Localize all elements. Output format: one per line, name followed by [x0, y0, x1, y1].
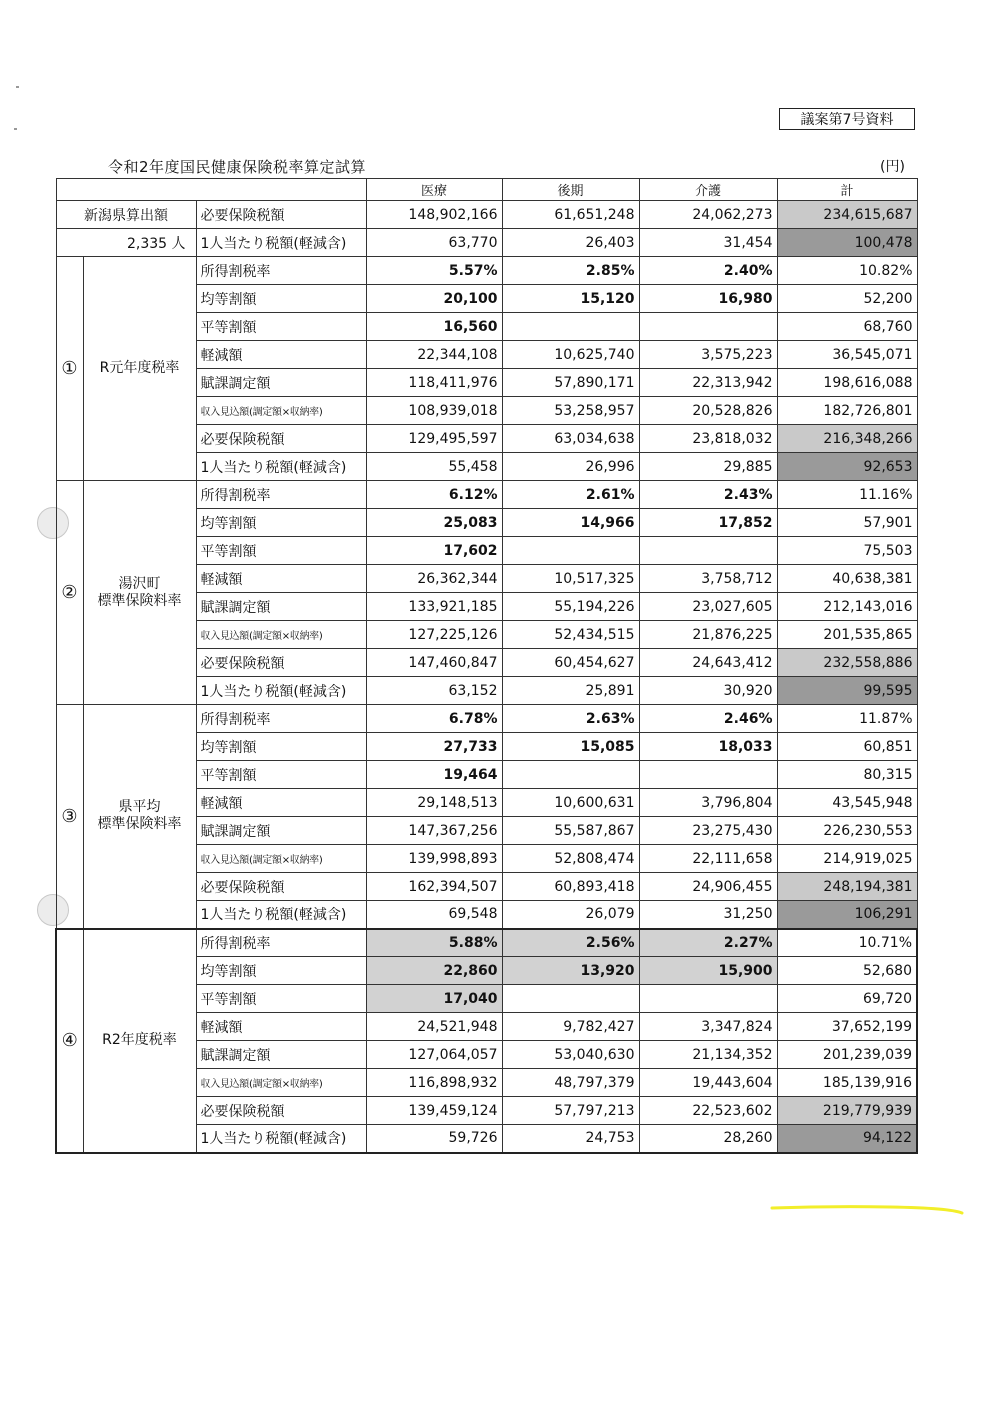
- total-cell: 10.71%: [777, 929, 917, 957]
- total-cell: 219,779,939: [777, 1097, 917, 1125]
- row-item-label: 1人当たり税額(軽減含): [196, 453, 366, 481]
- section-number: ③: [56, 705, 83, 929]
- total-cell: 92,653: [777, 453, 917, 481]
- row-item-label: 収入見込額(調定額×収納率): [196, 621, 366, 649]
- document-stamp: 議案第7号資料: [779, 108, 915, 130]
- value-cell: 63,034,638: [502, 425, 639, 453]
- value-cell: 129,495,597: [366, 425, 502, 453]
- prefecture-row-required: [56, 201, 917, 229]
- value-cell: 19,443,604: [639, 1069, 777, 1097]
- total-cell: 198,616,088: [777, 369, 917, 397]
- value-cell: [639, 985, 777, 1013]
- unit-label: (円): [880, 159, 905, 175]
- section-number: ④: [56, 929, 83, 1153]
- value-cell: 24,521,948: [366, 1013, 502, 1041]
- column-header-total: 計: [777, 179, 917, 201]
- value-cell: 16,560: [366, 313, 502, 341]
- value-cell: [639, 537, 777, 565]
- row-item-label: 1人当たり税額(軽減含): [196, 901, 366, 929]
- value-cell: [502, 313, 639, 341]
- total-cell: 201,239,039: [777, 1041, 917, 1069]
- row-item-label: 所得割税率: [196, 929, 366, 957]
- value-cell: 22,111,658: [639, 845, 777, 873]
- value-cell: 63,770: [366, 229, 502, 257]
- value-cell: 15,085: [502, 733, 639, 761]
- row-item-label: 1人当たり税額(軽減含): [196, 677, 366, 705]
- value-cell: 25,891: [502, 677, 639, 705]
- header-blank: [56, 179, 366, 201]
- value-cell: 23,818,032: [639, 425, 777, 453]
- total-cell: 40,638,381: [777, 565, 917, 593]
- value-cell: 9,782,427: [502, 1013, 639, 1041]
- value-cell: 26,996: [502, 453, 639, 481]
- value-cell: 6.78%: [366, 705, 502, 733]
- value-cell: 5.57%: [366, 257, 502, 285]
- value-cell: 133,921,185: [366, 593, 502, 621]
- value-cell: 139,998,893: [366, 845, 502, 873]
- section-number: ②: [56, 481, 83, 705]
- total-cell: 216,348,266: [777, 425, 917, 453]
- total-cell: 37,652,199: [777, 1013, 917, 1041]
- value-cell: 3,347,824: [639, 1013, 777, 1041]
- value-cell: 22,313,942: [639, 369, 777, 397]
- header-row: [56, 179, 917, 201]
- value-cell: [502, 761, 639, 789]
- row-item-label: 均等割額: [196, 285, 366, 313]
- row-item-label: 必要保険税額: [196, 873, 366, 901]
- value-cell: 2.46%: [639, 705, 777, 733]
- value-cell: 29,148,513: [366, 789, 502, 817]
- value-cell: 22,344,108: [366, 341, 502, 369]
- total-cell: 11.87%: [777, 705, 917, 733]
- total-cell: 248,194,381: [777, 873, 917, 901]
- value-cell: [639, 761, 777, 789]
- total-cell: 80,315: [777, 761, 917, 789]
- column-header-iryo: 医療: [366, 179, 502, 201]
- section-label-line: 湯沢町: [118, 575, 161, 592]
- total-cell: 234,615,687: [777, 201, 917, 229]
- yellow-highlighter-mark: [770, 1202, 965, 1216]
- section-label-line: 標準保険料率: [97, 592, 182, 609]
- value-cell: 20,528,826: [639, 397, 777, 425]
- value-cell: 147,367,256: [366, 817, 502, 845]
- row-item-label: 賦課調定額: [196, 369, 366, 397]
- value-cell: 148,902,166: [366, 201, 502, 229]
- total-cell: 182,726,801: [777, 397, 917, 425]
- section-3-row-income-rate: [56, 705, 917, 733]
- value-cell: [502, 985, 639, 1013]
- total-cell: 60,851: [777, 733, 917, 761]
- total-cell: 212,143,016: [777, 593, 917, 621]
- value-cell: 16,980: [639, 285, 777, 313]
- tax-rate-table: [55, 178, 918, 1154]
- value-cell: 31,454: [639, 229, 777, 257]
- row-item-label: 平等割額: [196, 537, 366, 565]
- value-cell: 10,600,631: [502, 789, 639, 817]
- total-cell: 43,545,948: [777, 789, 917, 817]
- total-cell: 11.16%: [777, 481, 917, 509]
- value-cell: 60,454,627: [502, 649, 639, 677]
- value-cell: 30,920: [639, 677, 777, 705]
- value-cell: 55,587,867: [502, 817, 639, 845]
- value-cell: [502, 537, 639, 565]
- value-cell: 24,906,455: [639, 873, 777, 901]
- row-item-label: 所得割税率: [196, 481, 366, 509]
- row-item-label: 均等割額: [196, 957, 366, 985]
- value-cell: 48,797,379: [502, 1069, 639, 1097]
- total-cell: 36,545,071: [777, 341, 917, 369]
- value-cell: 60,893,418: [502, 873, 639, 901]
- value-cell: 17,852: [639, 509, 777, 537]
- value-cell: 116,898,932: [366, 1069, 502, 1097]
- row-item-label: 必要保険税額: [196, 201, 366, 229]
- total-cell: 185,139,916: [777, 1069, 917, 1097]
- value-cell: 118,411,976: [366, 369, 502, 397]
- value-cell: 53,040,630: [502, 1041, 639, 1069]
- section-label: [83, 257, 196, 481]
- value-cell: 24,062,273: [639, 201, 777, 229]
- value-cell: 27,733: [366, 733, 502, 761]
- value-cell: 2.43%: [639, 481, 777, 509]
- row-item-label: 収入見込額(調定額×収納率): [196, 845, 366, 873]
- row-item-label: 均等割額: [196, 733, 366, 761]
- value-cell: 147,460,847: [366, 649, 502, 677]
- value-cell: 5.88%: [366, 929, 502, 957]
- section-4-row-income-rate: [56, 929, 917, 957]
- prefecture-label: 新潟県算出額: [56, 201, 196, 229]
- value-cell: 6.12%: [366, 481, 502, 509]
- value-cell: 3,796,804: [639, 789, 777, 817]
- row-item-label: 平等割額: [196, 985, 366, 1013]
- row-item-label: 賦課調定額: [196, 817, 366, 845]
- total-cell: 75,503: [777, 537, 917, 565]
- value-cell: 2.85%: [502, 257, 639, 285]
- value-cell: 31,250: [639, 901, 777, 929]
- value-cell: 22,523,602: [639, 1097, 777, 1125]
- section-label-line: R元年度税率: [99, 360, 180, 376]
- value-cell: 26,403: [502, 229, 639, 257]
- total-cell: 214,919,025: [777, 845, 917, 873]
- value-cell: 15,900: [639, 957, 777, 985]
- row-item-label: 軽減額: [196, 1013, 366, 1041]
- value-cell: 14,966: [502, 509, 639, 537]
- value-cell: 24,753: [502, 1125, 639, 1153]
- value-cell: 29,885: [639, 453, 777, 481]
- value-cell: 53,258,957: [502, 397, 639, 425]
- row-item-label: 軽減額: [196, 565, 366, 593]
- value-cell: 127,064,057: [366, 1041, 502, 1069]
- column-header-kouki: 後期: [502, 179, 639, 201]
- total-cell: 10.82%: [777, 257, 917, 285]
- total-cell: 226,230,553: [777, 817, 917, 845]
- section-label-line: 県平均: [118, 799, 161, 816]
- row-item-label: 必要保険税額: [196, 425, 366, 453]
- value-cell: 127,225,126: [366, 621, 502, 649]
- value-cell: 17,602: [366, 537, 502, 565]
- value-cell: 55,194,226: [502, 593, 639, 621]
- column-header-kaigo: 介護: [639, 179, 777, 201]
- total-cell: 57,901: [777, 509, 917, 537]
- value-cell: 26,079: [502, 901, 639, 929]
- value-cell: 19,464: [366, 761, 502, 789]
- value-cell: 3,758,712: [639, 565, 777, 593]
- section-2-row-income-rate: [56, 481, 917, 509]
- value-cell: 28,260: [639, 1125, 777, 1153]
- total-cell: 68,760: [777, 313, 917, 341]
- row-item-label: 軽減額: [196, 789, 366, 817]
- total-cell: 52,680: [777, 957, 917, 985]
- row-item-label: 平等割額: [196, 761, 366, 789]
- row-item-label: 必要保険税額: [196, 649, 366, 677]
- row-item-label: 平等割額: [196, 313, 366, 341]
- total-cell: 99,595: [777, 677, 917, 705]
- value-cell: 162,394,507: [366, 873, 502, 901]
- total-cell: 52,200: [777, 285, 917, 313]
- value-cell: 69,548: [366, 901, 502, 929]
- section-label-line: 標準保険料率: [97, 816, 182, 833]
- value-cell: 61,651,248: [502, 201, 639, 229]
- value-cell: 52,808,474: [502, 845, 639, 873]
- prefecture-row-per-person: [56, 229, 917, 257]
- section-number: ①: [56, 257, 83, 481]
- value-cell: 23,275,430: [639, 817, 777, 845]
- section-label: [83, 929, 196, 1153]
- row-item-label: 収入見込額(調定額×収納率): [196, 397, 366, 425]
- value-cell: 57,890,171: [502, 369, 639, 397]
- value-cell: 2.27%: [639, 929, 777, 957]
- value-cell: 21,876,225: [639, 621, 777, 649]
- value-cell: 23,027,605: [639, 593, 777, 621]
- value-cell: 13,920: [502, 957, 639, 985]
- row-item-label: 賦課調定額: [196, 593, 366, 621]
- value-cell: 108,939,018: [366, 397, 502, 425]
- section-label-line: R2年度税率: [102, 1032, 177, 1048]
- value-cell: 3,575,223: [639, 341, 777, 369]
- value-cell: 26,362,344: [366, 565, 502, 593]
- value-cell: 2.56%: [502, 929, 639, 957]
- scan-speck: [14, 128, 17, 130]
- prefecture-people: 2,335 人: [56, 229, 196, 257]
- row-item-label: 1人当たり税額(軽減含): [196, 229, 366, 257]
- value-cell: 24,643,412: [639, 649, 777, 677]
- total-cell: 201,535,865: [777, 621, 917, 649]
- value-cell: 10,625,740: [502, 341, 639, 369]
- value-cell: 25,083: [366, 509, 502, 537]
- value-cell: 22,860: [366, 957, 502, 985]
- total-cell: 69,720: [777, 985, 917, 1013]
- value-cell: [639, 313, 777, 341]
- value-cell: 2.40%: [639, 257, 777, 285]
- value-cell: 15,120: [502, 285, 639, 313]
- row-item-label: 軽減額: [196, 341, 366, 369]
- value-cell: 21,134,352: [639, 1041, 777, 1069]
- row-item-label: 1人当たり税額(軽減含): [196, 1125, 366, 1153]
- value-cell: 18,033: [639, 733, 777, 761]
- total-cell: 106,291: [777, 901, 917, 929]
- scan-speck: [16, 86, 19, 88]
- total-cell: 94,122: [777, 1125, 917, 1153]
- value-cell: 55,458: [366, 453, 502, 481]
- row-item-label: 均等割額: [196, 509, 366, 537]
- row-item-label: 所得割税率: [196, 705, 366, 733]
- row-item-label: 所得割税率: [196, 257, 366, 285]
- value-cell: 20,100: [366, 285, 502, 313]
- total-cell: 232,558,886: [777, 649, 917, 677]
- row-item-label: 賦課調定額: [196, 1041, 366, 1069]
- section-1-row-income-rate: [56, 257, 917, 285]
- section-label: [83, 705, 196, 929]
- value-cell: 57,797,213: [502, 1097, 639, 1125]
- document-title: 令和2年度国民健康保険税率算定試算: [108, 158, 367, 176]
- value-cell: 10,517,325: [502, 565, 639, 593]
- value-cell: 139,459,124: [366, 1097, 502, 1125]
- value-cell: 63,152: [366, 677, 502, 705]
- value-cell: 17,040: [366, 985, 502, 1013]
- row-item-label: 収入見込額(調定額×収納率): [196, 1069, 366, 1097]
- value-cell: 52,434,515: [502, 621, 639, 649]
- total-cell: 100,478: [777, 229, 917, 257]
- value-cell: 2.63%: [502, 705, 639, 733]
- value-cell: 2.61%: [502, 481, 639, 509]
- section-label: [83, 481, 196, 705]
- value-cell: 59,726: [366, 1125, 502, 1153]
- row-item-label: 必要保険税額: [196, 1097, 366, 1125]
